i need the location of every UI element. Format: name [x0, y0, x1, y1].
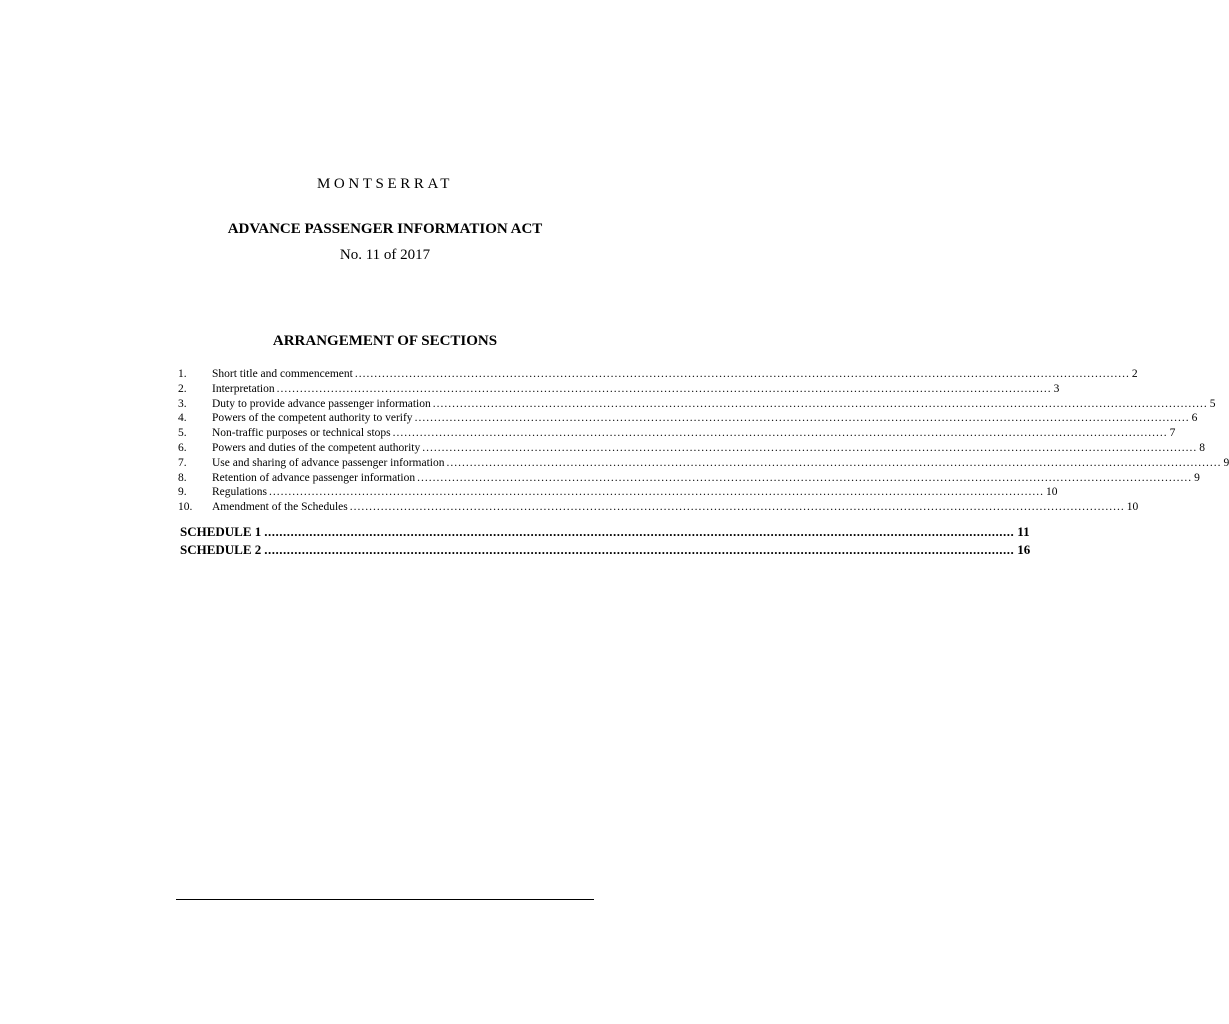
- toc-page-number: 8: [1199, 441, 1205, 454]
- toc-section-number: 8.: [178, 471, 187, 484]
- toc-section-title: Interpretation: [212, 382, 275, 395]
- toc-row[interactable]: [178, 500, 1139, 515]
- toc-section-number: 3.: [178, 397, 187, 410]
- toc-page-number: 9: [1223, 456, 1229, 469]
- schedule-list: [180, 523, 1031, 559]
- toc-section-number: 5.: [178, 427, 187, 440]
- arrangement-heading: ARRANGEMENT OF SECTIONS: [272, 333, 498, 349]
- dot-leader: ........................................................................................................................................................................................................: [392, 427, 1168, 440]
- toc-row[interactable]: [178, 426, 1176, 441]
- toc-row[interactable]: [178, 441, 1205, 456]
- footer-rule: [176, 899, 594, 900]
- schedule-title: SCHEDULE 1: [180, 524, 262, 539]
- dot-leader: ........................................................................................................................................................................................................: [417, 471, 1193, 484]
- toc-page-number: 6: [1191, 412, 1198, 425]
- dot-leader: ........................................................................................................................................................................................................: [264, 542, 1015, 557]
- schedule-row[interactable]: [180, 541, 1031, 559]
- toc-page-number: 10: [1126, 501, 1139, 514]
- toc-page-number: 2: [1131, 368, 1138, 380]
- toc-section-number: 4.: [178, 412, 187, 425]
- schedule-page-number: 11: [1017, 524, 1030, 539]
- dot-leader: ........................................................................................................................................................................................................: [414, 412, 1190, 425]
- dot-leader: ........................................................................................................................................................................................................: [446, 456, 1222, 469]
- toc-section-number: 10.: [178, 501, 193, 514]
- toc-section-title: Non-traffic purposes or technical stops: [212, 427, 391, 440]
- toc-section-title: Regulations: [212, 486, 267, 499]
- dot-leader: ........................................................................................................................................................................................................: [432, 397, 1208, 410]
- toc-section-title: Amendment of the Schedules: [212, 501, 348, 514]
- schedule-title: SCHEDULE 2: [180, 542, 262, 557]
- country-heading: MONTSERRAT: [316, 176, 453, 192]
- toc-page-number: 5: [1209, 397, 1216, 410]
- toc-page-number: 3: [1053, 382, 1060, 395]
- schedule-page-number: 16: [1017, 542, 1031, 557]
- toc-section-number: 1.: [178, 368, 187, 380]
- toc-section-title: Powers of the competent authority to verify: [212, 412, 413, 425]
- act-number: No. 11 of 2017: [339, 247, 431, 263]
- toc-row[interactable]: [178, 397, 1216, 412]
- toc-row[interactable]: [178, 471, 1200, 486]
- toc-section-title: Duty to provide advance passenger information: [212, 397, 431, 410]
- toc-row[interactable]: [178, 411, 1198, 426]
- dot-leader: ........................................................................................................................................................................................................: [276, 382, 1052, 395]
- toc-row[interactable]: [178, 382, 1060, 397]
- toc-section-number: 9.: [178, 486, 187, 499]
- dot-leader: ........................................................................................................................................................................................................: [268, 486, 1044, 499]
- toc-section-title: Short title and commencement: [212, 368, 353, 380]
- toc-section-title: Use and sharing of advance passenger information: [212, 456, 445, 469]
- dot-leader: ........................................................................................................................................................................................................: [354, 368, 1130, 380]
- toc-row[interactable]: [178, 485, 1058, 500]
- table-of-contents: [178, 367, 1229, 515]
- toc-page-number: 9: [1194, 471, 1200, 484]
- toc-page-number: 10: [1045, 486, 1058, 499]
- toc-section-title: Powers and duties of the competent authority: [212, 441, 421, 454]
- dot-leader: ........................................................................................................................................................................................................: [349, 501, 1125, 514]
- toc-section-title: Retention of advance passenger information: [212, 471, 416, 484]
- toc-row[interactable]: [178, 367, 1138, 382]
- dot-leader: ........................................................................................................................................................................................................: [422, 441, 1198, 454]
- schedule-row[interactable]: [180, 523, 1030, 541]
- dot-leader: ........................................................................................................................................................................................................: [264, 524, 1015, 539]
- toc-page-number: 7: [1169, 427, 1176, 440]
- toc-row[interactable]: [178, 456, 1229, 471]
- toc-section-number: 6.: [178, 441, 187, 454]
- toc-section-number: 7.: [178, 456, 187, 469]
- act-title: ADVANCE PASSENGER INFORMATION ACT: [227, 221, 543, 237]
- toc-section-number: 2.: [178, 382, 187, 395]
